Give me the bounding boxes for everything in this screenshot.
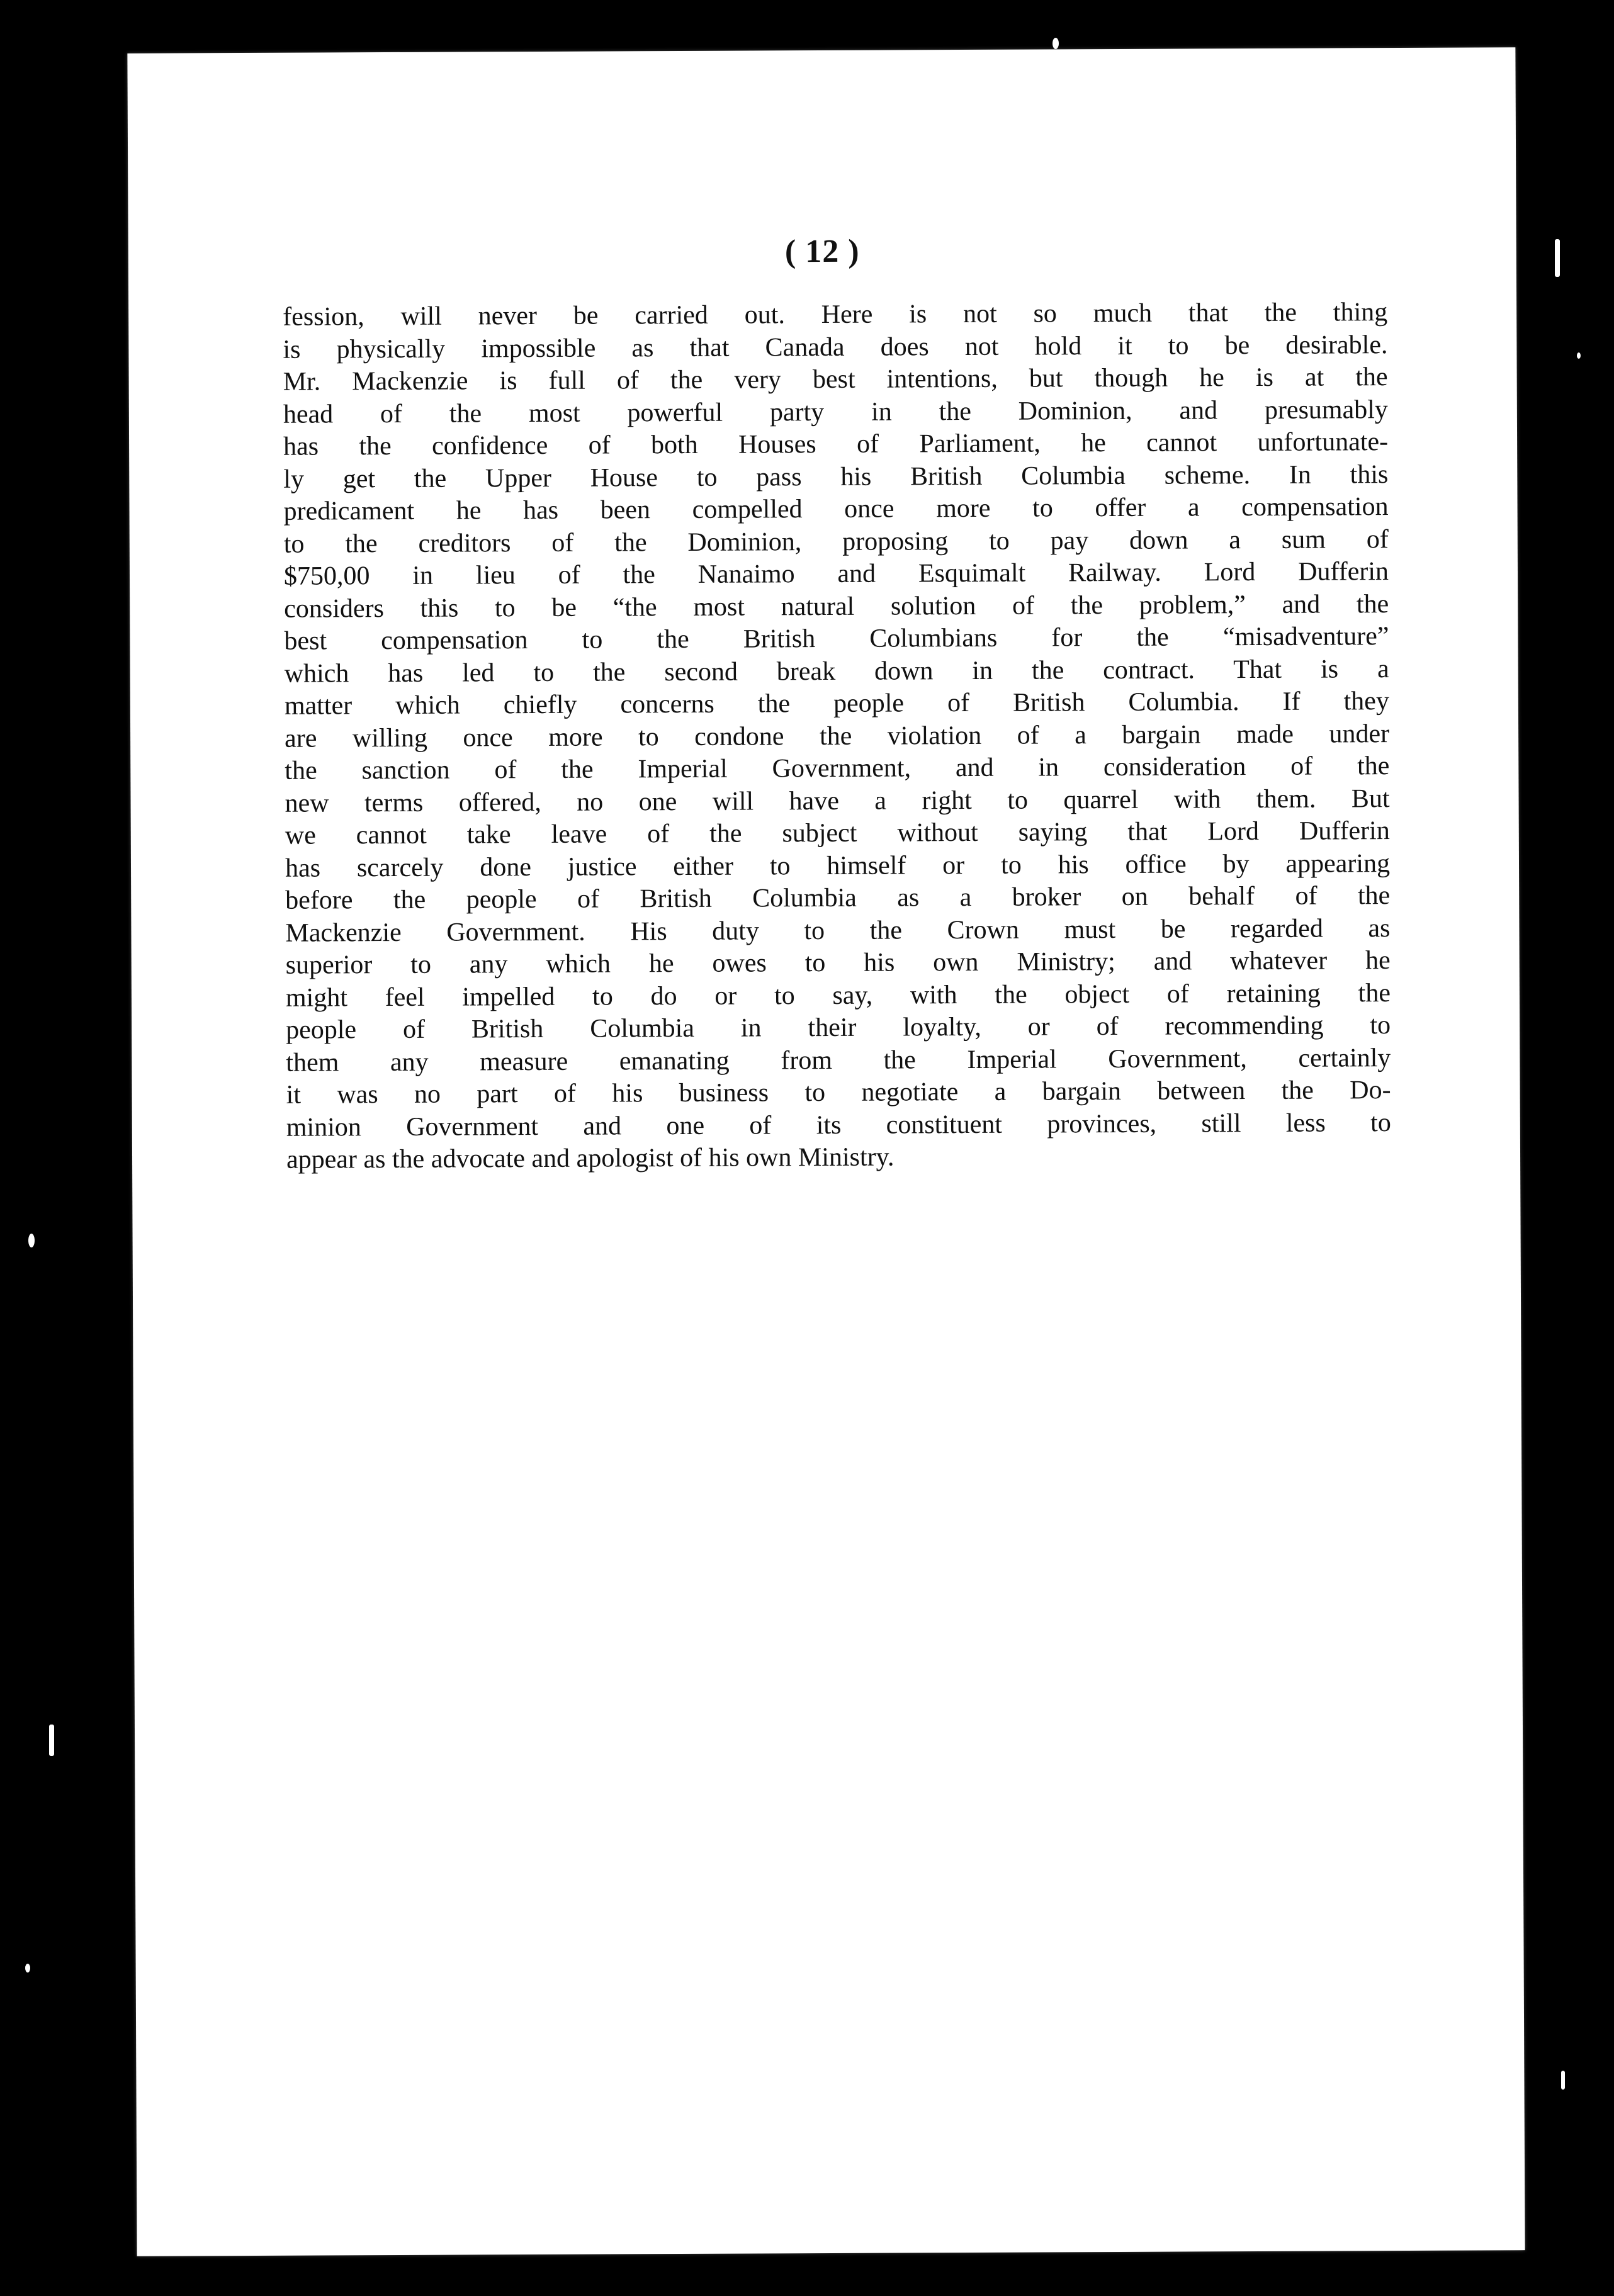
text-line: considers this to be “the most natural solution of the problem,” and the <box>284 589 1389 624</box>
text-line: it was no part of his business to negotiate a bargain between the Do- <box>286 1076 1391 1110</box>
text-line: Mr. Mackenzie is full of the very best intentions, but though he is at the <box>283 363 1388 397</box>
text-line: to the creditors of the Dominion, proposing to pay down a sum of <box>283 524 1389 559</box>
text-line: $750,00 in lieu of the Nanaimo and Esquimalt Railway. Lord Dufferin <box>283 557 1389 591</box>
text-line: ly get the Upper House to pass his British Columbia scheme. In this <box>283 459 1389 494</box>
text-line: might feel impelled to do or to say, with the object of retaining the <box>285 978 1391 1013</box>
text-line: appear as the advocate and apologist of his own Ministry. <box>286 1142 894 1174</box>
text-line: fession, will never be carried out. Here is not so much that the thing <box>283 298 1388 332</box>
scanned-page <box>127 47 1525 2256</box>
text-line: is physically impossible as that Canada does not hold it to be desirable. <box>283 330 1388 364</box>
scan-speck <box>1561 2071 1565 2090</box>
text-line: the sanction of the Imperial Government, and in consideration of the <box>285 751 1390 785</box>
text-line: are willing once more to condone the violation of a bargain made under <box>285 719 1390 753</box>
text-line: predicament he has been compelled once more to offer a compensation <box>283 492 1389 526</box>
body-paragraph <box>283 296 1391 1176</box>
scan-speck <box>1555 239 1560 277</box>
scan-speck <box>28 1234 35 1247</box>
scan-speck <box>49 1725 54 1756</box>
text-line: has the confidence of both Houses of Parliament, he cannot unfortunate- <box>283 427 1389 461</box>
scan-speck <box>1577 352 1581 359</box>
text-line: matter which chiefly concerns the people of British Columbia. If they <box>284 687 1389 721</box>
scan-speck <box>1052 38 1059 49</box>
text-line: head of the most powerful party in the Dominion, and presumably <box>283 395 1388 429</box>
text-line: before the people of British Columbia as a broker on behalf of the <box>285 881 1391 915</box>
text-line: has scarcely done justice either to himself or to his office by appearing <box>285 848 1391 883</box>
scan-speck <box>25 1964 30 1972</box>
text-line: people of British Columbia in their loyalty, or of recommending to <box>286 1011 1391 1045</box>
text-line: them any measure emanating from the Imperial Government, certainly <box>286 1043 1391 1078</box>
text-line: new terms offered, no one will have a right to quarrel with them. But <box>285 784 1390 818</box>
text-line: best compensation to the British Columbians for the “misadventure” <box>284 622 1389 656</box>
text-line: Mackenzie Government. His duty to the Crown must be regarded as <box>285 913 1391 948</box>
text-line: superior to any which he owes to his own Ministry; and whatever he <box>285 946 1391 980</box>
text-line: minion Government and one of its constituent provinces, still less to <box>286 1108 1391 1142</box>
page-number: ( 12 ) <box>784 233 860 270</box>
text-line: which has led to the second break down in the contract. That is a <box>284 654 1389 689</box>
text-line: we cannot take leave of the subject without saying that Lord Dufferin <box>285 816 1390 850</box>
